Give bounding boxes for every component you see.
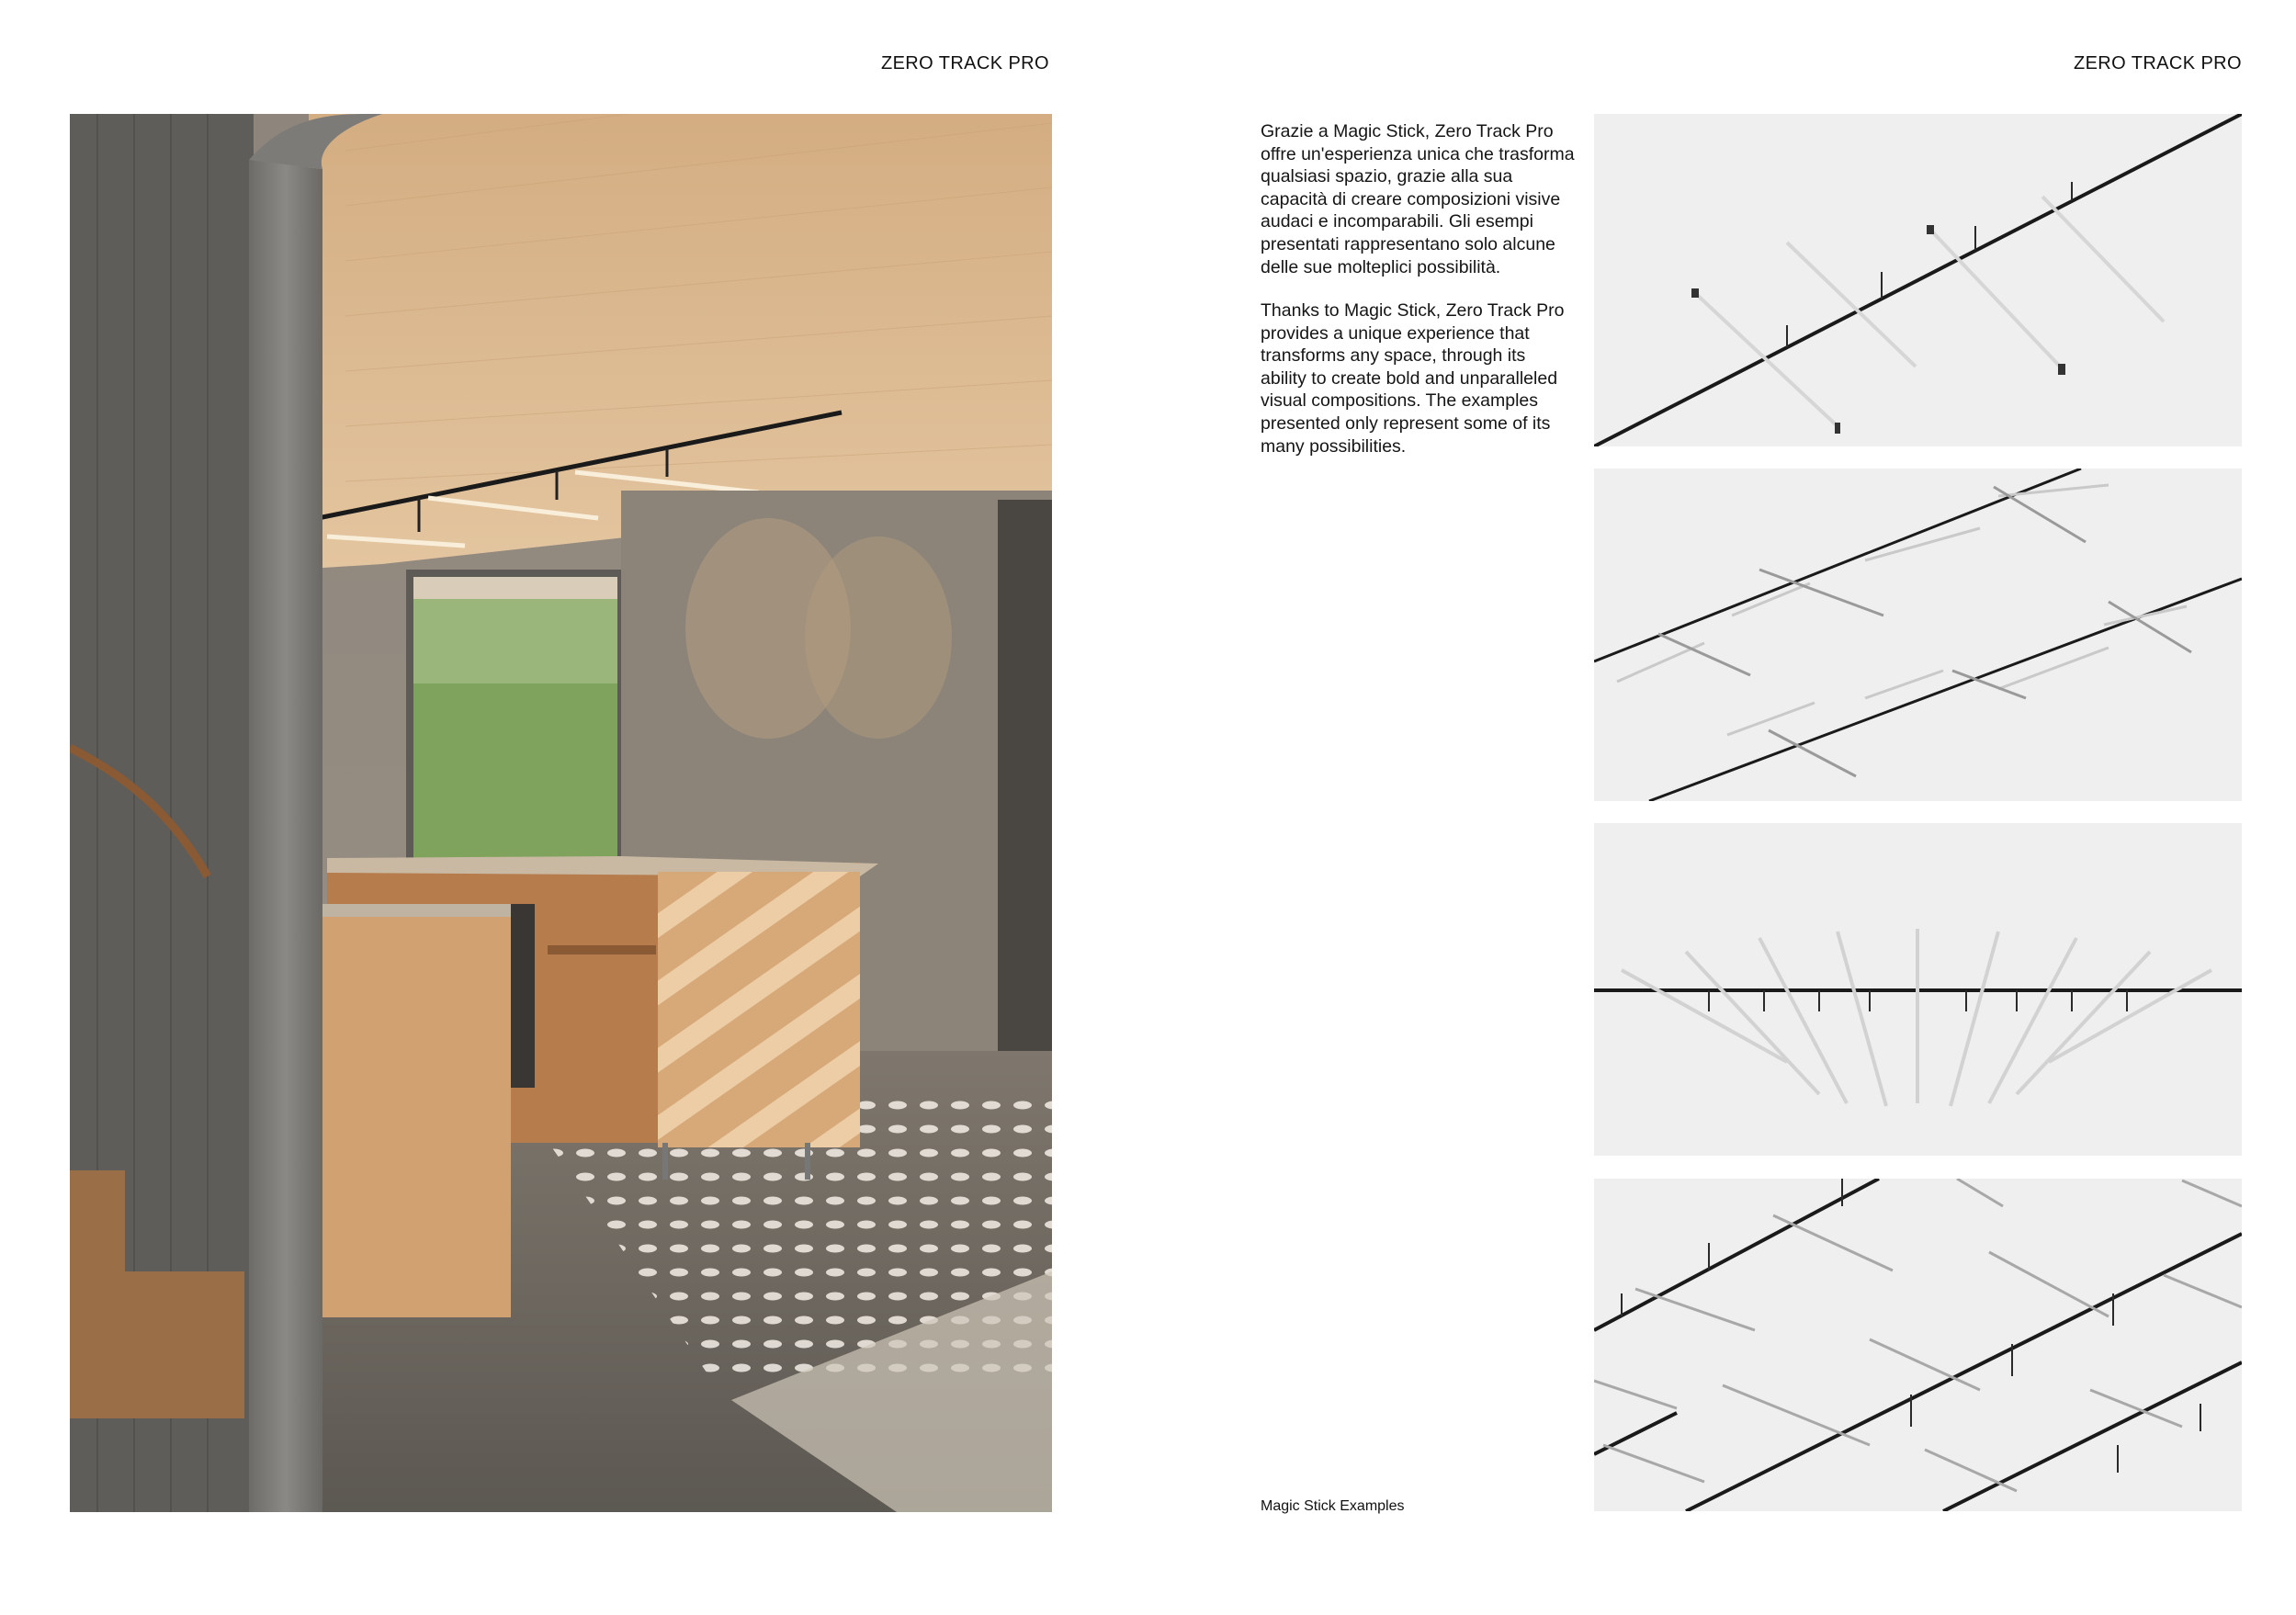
caption: Magic Stick Examples (1261, 1498, 1405, 1514)
magic-stick-render-3 (1594, 823, 2242, 1156)
magic-stick-render-4 (1594, 1179, 2242, 1511)
page-header-left: ZERO TRACK PRO (880, 53, 1049, 73)
magic-stick-render-2 (1594, 469, 2242, 801)
interior-photo (70, 114, 1052, 1512)
paragraph-italian: Grazie a Magic Stick, Zero Track Pro offre un'esperienza unica che trasforma qualsiasi spazio, grazie alla sua capacità di creare composizioni visive audaci e incomparabili. Gli esempi presentati rappresentano solo alcune delle sue molteplici possibilità. (1261, 121, 1575, 277)
paragraph-english: Thanks to Magic Stick, Zero Track Pro provides a unique experience that transforms any space, through its ability to create bold and unparalleled visual compositions. The examples presented only represent some of its many possibilities. (1261, 300, 1565, 457)
magic-stick-render-1 (1594, 114, 2242, 446)
page-header-right: ZERO TRACK PRO (2073, 53, 2242, 73)
